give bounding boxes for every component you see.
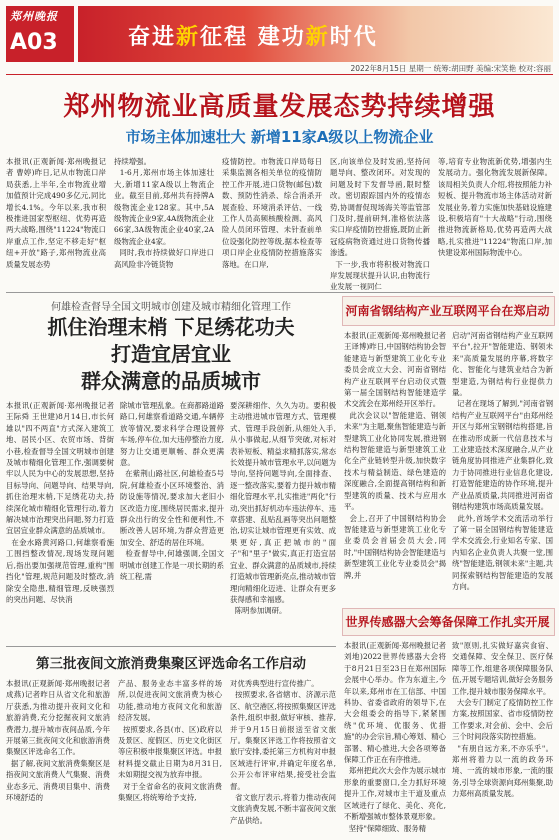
slogan-part: 奋进	[128, 25, 177, 50]
headline: 郑州物流业高质量发展态势持续增强	[63, 92, 496, 122]
article-column: 启动"河南省钢结构产业互联网平台",拉开"智能建造、钢领未来"高质量发展的序幕,将数字化、智能化与建筑业结合为新型建造,为钢结构行业提供力量。 记者在现场了解到,"河南省钢结构产业互联网平台"由郑州经开区与郑州宝钢钢结构搭建,旨在推动形成新一代信息技术与工业建造技术深度融合,从产业链角度协同推进产业集群化,致力于协同推进行业信息化建设,打造智能建造的协作环境,提升产业品质质量,共同推进河南省钢结构建筑市场高质量发展。 此外,首场学术交流活动举行了第一届全国钢结构智能建造学术交流会,行业知名专家、国内知名企业负责人共聚一堂,围绕"智能建造,钢领未来"主题,共同探索钢结构智能建造的发展方向。	[452, 331, 553, 591]
headline-line: 群众满意的品质城市	[81, 369, 261, 393]
headline-line: 抓住治理末梢 下足绣花功夫	[47, 315, 295, 339]
section-divider	[6, 292, 553, 293]
article-column: 持续增强。 1-6月,郑州市场主体加速壮大,新增11家A级以上物流企业。截至目前,郑州共有持牌A级物流企业128家。其中,5A级物流企业9家,4A级物流企业66家,3A级物流企业40家,2A级物流企业4家。 同时,我市持续做好口岸进口高风险非冷链货物	[114, 157, 214, 269]
article-column: 疫情防控。市物流口岸局每日采集监测各相关单位的疫情防控工作开展,进口货物(邮包)数数、预防性消杀、综合消杀开展查验、环境消杀评估、一线工作人员高频核酸检测、高风险人员闭环管理、未针查前单位设强化防控等级,据本检查等项口岸企业疫情防控措施落实落地。在口岸,	[222, 157, 322, 269]
slogan-part: 时代	[329, 25, 378, 50]
article-kicker: 何雄检查督导全国文明城市创建及城市精细化管理工作	[51, 302, 291, 313]
newspaper-name: 郑州晚报	[10, 10, 58, 23]
section-divider	[6, 646, 336, 647]
article-column: 除城市管理乱象。在商都路道路路口,何雄察看道路交通,车辆停放等情况,要求科学合理设置停车场,停车位,加大违停整治力度,努力让交通更顺畅、群众更满意。 在紫荆山路社区,何雄检查5号院,何雄检查小区环境整治、消防设施等情况,要求加大老旧小区改造力度,围绕居民需求,提升群众出行的安全性和便利性,不断改善人居环境,为群众营造更加安全、舒适的居住环境。 检查督导中,何雄强调,全国文明城市创建工作是一项长期的系统工程,需	[120, 401, 225, 582]
newspaper-logo	[6, 6, 74, 62]
header-divider	[6, 74, 553, 75]
article-column: 对优秀典型进行宣传推广。 按照要求,各省辖市、济源示范区、航空港区,将按照集聚区评选条件,组织申报,做好审核、推荐,并于9月15日前报送至省文旅厅。集聚区评选工作将按照省文旅厅安排,委托第三方机构对申报区域进行评审,并确定年度名单,公开公布评审结果,接受社会监督。 省文旅厅表示,将着力推动夜间文旅消费发展,不断丰富夜间文旅产品供给。	[230, 679, 337, 825]
slogan-part: 征程 建功	[200, 25, 306, 50]
article-column: 等,培育专业物流新优势,增强内生发展动力。强化物流发展新保障。该局相关负责人介绍,将按照能力补短板、提升物流市场主体活动对新发展业务,着力实施加快基础设施建设,积极培育"十大战略"行动,围绕推进物流新格局,优势再造两大战略,扎实推进"11224"物流口岸,加快建设郑州国际物流中心。	[438, 157, 552, 258]
article-column: 要深耕细作、久久为功。要积极主动推进城市管理方式、管理模式、管理手段创新,从细处入手,从小事做起,从细节突破,对标对表补短板、精益求精抓落实,常态长效提升城市管理水平,以问题为导向,坚持问题导向,全面排查、逐一整改落实,要着力提升城市精细化管理水平,扎实推进"两化"行动,突出抓好机动车违法停车、违章搭建、乱贴乱画等突出问题整治,切实让城市管理更有实效、成果更好,真正把城市的"面子"和"里子"做实,真正打造宜居宜业、群众满意的品质城市,持续打造城市管理新亮点,推动城市管理向精细化迈进、让群众有更多获得感和幸福感。 陈明参加调研。	[230, 401, 336, 616]
page-code: A03	[10, 30, 58, 55]
headline-line: 打造宜居宜业	[111, 342, 231, 366]
dateline: 2022年8月15日 星期一 统筹:胡田野 美编:宋笑艳 校对:容丽	[350, 64, 551, 73]
subheadline: 市场主体加速壮大 新增11家A级以上物流企业	[125, 128, 434, 146]
masthead	[0, 0, 559, 72]
article-column: 致"原则,扎实做好嘉宾食宿、交通保障、安全保卫、医疗保障等工作,组建各项保障服务队伍,开展专题培训,做好会务服务工作,提升城市服务保障水平。 大会专门制定了疫情防控工作方案,按照国家、省市疫情防控工作要求,对会前、会中、会后三个时间段落实防控措施。 "有朋自远方来,不亦乐乎"。郑州将着力以一流的政务环境、一流的城市形象,一流的服务,引导全球资源向郑州集聚,助力郑州高质量发展。	[452, 641, 553, 799]
headline: 河南省钢结构产业互联网平台在郑启动	[345, 304, 550, 318]
slogan-highlight: 新	[176, 25, 201, 50]
headline: 第三批夜间文旅消费集聚区评选命名工作启动	[36, 656, 306, 672]
headline: 世界传感器大会筹备保障工作扎实开展	[345, 615, 550, 629]
article-column: 本报讯(正观新闻·郑州晚报记者 成燕)记者昨日从省文化和旅游厅获悉,为推动提升夜间文化和旅游消费,充分挖掘夜间文旅消费潜力,提升城市夜间品质,今年开展第三批夜间文化和旅游消费集聚区评选命名工作。 据了解,夜间文旅消费集聚区是指夜间文旅消费人气集聚、消费业态多元、消费项目集中、消费环境舒适的	[6, 679, 111, 803]
banner-slogan	[128, 20, 378, 51]
article-column: 本报讯(正观新闻·郑州晚报记者 刘地)2022世界传感器大会将于8月21日至23日在郑州国际会展中心举办。作为东道主,今年以来,郑州市在工信部、中国科协、省委省政府的领导下,在大会组委会的指导下,紧紧围绕"优环境、优服务、优措施"的办会宗旨,精心筹划、精心部署、精心推进,大会各项筹备保障工作正在有序推进。 郑州把此次大会作为展示城市形象的重要窗口,全力抓好环境提升工作,对城市主干道及重点区域进行了绿化、美化、亮化,不断增强城市整体景观形象。 坚持"保障细致、服务精	[344, 641, 446, 833]
headline	[6, 314, 336, 395]
article-column: 本报讯(正观新闻·郑州晚报记者 王际舜 王世建)8月14日,市长何雄以"四不两直"方式深入建筑工地、居民小区、农贸市场、背街小巷,检查督导全国文明城市创建及城市精细化管理工作,强调要树牢以人民为中心的发展思想,坚持目标导向、问题导向、结果导向,抓住治理末梢,下足绣花功夫,持续深化城市精细化管理行动,着力解决城市治理突出问题,努力打造宜居宜业群众满意的品质城市。 在金水路黄河路口,何雄察看施工围挡整改情况,现场发现问题后,指出要加强规范管理,重构"围挡化"管理,规范问题及时整改,消除安全隐患,精细管理,反映强烈的突出问题、尽快消	[6, 401, 114, 604]
article-column: 本报讯(正观新闻·郑州晚报记者 曹婷)昨日,记从市物流口岸局获悉,上半年,全市物流业增加值预计完成490多亿元,同比增长4.1%。今年以来,我市积极推进国家型枢纽、优势再造两大战略,围绕"11224"物流口岸重点工作,坚定不移走好"枢纽+开放"路子,郑州物流业高质量发展态势	[6, 157, 106, 269]
slogan-highlight: 新	[305, 25, 330, 50]
article-column: 本报讯(正观新闻·郑州晚报记者 王译博)昨日,中国钢结构协会智能建造与新型建筑工业化专业委员会成立大会、河南省钢结构产业互联网平台启动仪式暨第一届全国钢结构智能建造学术交流会在郑州经开区举行。 此次会议以"智能建造、钢领未来"为主题,聚焦智能建造与新型建筑工业化协同发展,推进钢结构智能建造与新型建筑工业化全产业链转型升级,加快数字技术与精益制造、绿色建造的深度融合,全面提高钢结构和新型建筑的质量、技术与应用水平。 会上,召开了中国钢结构协会智能建造与新型建筑工业化专业委员会首届会员大会,同时,"中国钢结构协会智能建造与新型建筑工业化专业委员会"揭牌,并	[344, 331, 447, 580]
article-column: 区,向该单位及时发函,坚持问题导向、整改闭环。对发现的问题及时下发督导函,限时整改。密切跟踪国内外的疫情态势,协调督促现场海关等监管部门及时,提前研判,准格依法落实口岸疫情防控措施,既防止新冠疫病物资通过进口货物传播渗透。 下一步,我市将积极对物流口岸发展现状提升认识,由物流行业发展一视同仁	[330, 157, 430, 292]
article-column: 产品、服务业态丰富多样的场所,以促进夜间文旅消费为核心功能,推动地方夜间文化和旅游经济发展。 按照要求,各县(市、区)政府以及景区、度假区、历史文化街区等应积极申报集聚区评选。申报材料提交截止日期为8月31日,未如期提交视为放弃申报。 对于全省命名的夜间文旅消费集聚区,将统筹给予支持,	[118, 679, 222, 803]
theme-banner	[78, 6, 553, 62]
